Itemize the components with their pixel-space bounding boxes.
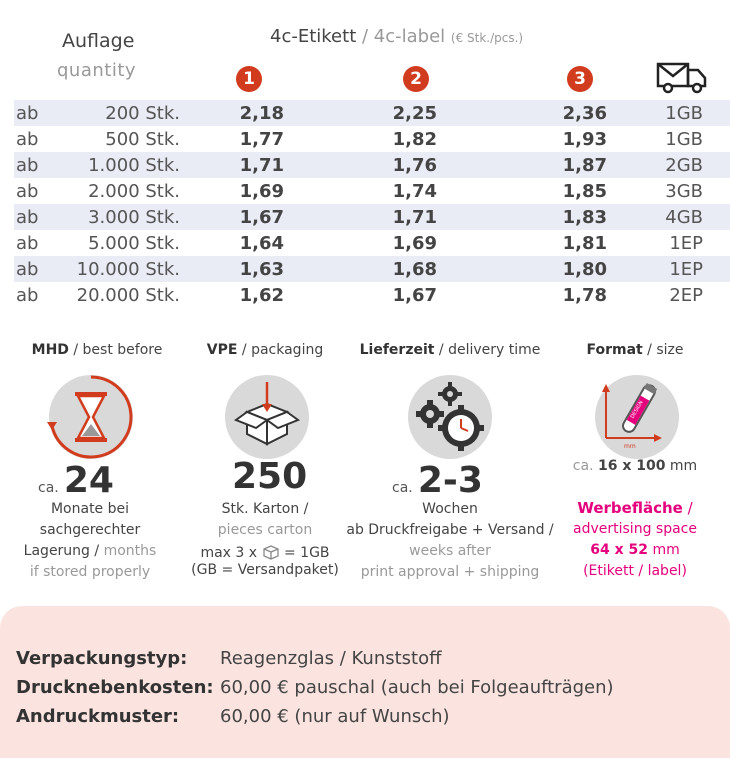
ab-label: ab	[16, 207, 39, 228]
price-2-cell: 1,76	[392, 155, 437, 176]
price-3-cell: 1,78	[562, 285, 607, 306]
variant-badge-2: 2	[403, 66, 429, 92]
price-1-cell: 1,71	[239, 155, 284, 176]
lieferzeit-heading: Lieferzeit / delivery time	[359, 342, 541, 358]
lieferzeit-heading-de: Lieferzeit	[359, 342, 435, 358]
shipping-cell: 4GB	[665, 207, 703, 228]
price-1-cell: 1,67	[239, 207, 284, 228]
product-title	[270, 26, 523, 47]
lieferzeit-line-4: print approval + shipping	[360, 564, 540, 580]
price-1-cell: 1,64	[239, 233, 284, 254]
price-3-cell: 1,93	[562, 129, 607, 150]
advertising-space: Werbefläche / advertising space 64 x 52 mm (Etikett / label)	[555, 498, 715, 582]
lieferzeit-value	[392, 460, 483, 501]
table-row	[14, 100, 730, 126]
shipping-cell: 1EP	[669, 259, 703, 280]
ab-label: ab	[16, 155, 39, 176]
price-3-cell: 1,80	[562, 259, 607, 280]
mhd-line-1: Monate bei	[50, 501, 130, 517]
variant-badge-1: 1	[236, 66, 262, 92]
table-row	[14, 204, 730, 230]
mhd-value	[38, 460, 114, 501]
price-3-cell: 1,83	[562, 207, 607, 228]
mhd-line-3: Lagerung / months	[23, 543, 157, 559]
format-heading-en: size	[656, 342, 684, 358]
extra-costs-label: Drucknebenkosten:	[16, 677, 214, 698]
mhd-line-2: sachgerechter	[39, 522, 141, 538]
quantity-cell: 10.000 Stk.	[76, 259, 180, 280]
price-3-cell: 1,81	[562, 233, 607, 254]
shipping-cell: 1GB	[665, 129, 703, 150]
format-size-value: 16 x 100	[597, 458, 666, 474]
lieferzeit-heading-en: delivery time	[448, 342, 541, 358]
tube-design-text: DESIGN	[629, 399, 645, 420]
mhd-heading: MHD / best before	[31, 342, 163, 358]
shipping-cell: 2EP	[669, 285, 703, 306]
vpe-number: 250	[232, 456, 308, 497]
mhd-number: 24	[63, 460, 114, 501]
price-3-cell: 2,36	[562, 103, 607, 124]
test-tube-icon	[592, 372, 682, 462]
table-row	[14, 178, 730, 204]
mhd-heading-de: MHD	[31, 342, 69, 358]
quantity-header-de: Auflage	[62, 30, 135, 52]
ad-note: (Etikett / label)	[583, 563, 687, 579]
price-2-cell: 1,74	[392, 181, 437, 202]
shipping-cell: 3GB	[665, 181, 703, 202]
extra-costs-value: 60,00 € pauschal (auch bei Folgeaufträgen)	[220, 677, 614, 698]
vpe-line-3-b: = 1GB	[283, 545, 330, 561]
ab-label: ab	[16, 259, 39, 280]
format-size-prefix: ca.	[572, 458, 594, 474]
ad-heading-de: Werbefläche	[577, 499, 683, 517]
ab-label: ab	[16, 285, 39, 306]
quantity-cell: 500 Stk.	[105, 129, 180, 150]
price-2-cell: 1,68	[392, 259, 437, 280]
quantity-cell: 200 Stk.	[105, 103, 180, 124]
mhd-description	[0, 499, 180, 583]
ad-unit: mm	[652, 542, 680, 558]
proof-sample-value: 60,00 € (nur auf Wunsch)	[220, 706, 450, 727]
vpe-description	[180, 499, 350, 579]
lieferzeit-line-3: weeks after	[409, 543, 491, 559]
title-sep: /	[356, 26, 374, 47]
ab-label: ab	[16, 181, 39, 202]
price-3-cell: 1,87	[562, 155, 607, 176]
lieferzeit-ca: ca.	[392, 480, 413, 496]
quantity-header-en: quantity	[57, 60, 137, 81]
quantity-cell: 5.000 Stk.	[88, 233, 180, 254]
table-row	[14, 126, 730, 152]
price-2-cell: 1,82	[392, 129, 437, 150]
vpe-heading-en: packaging	[251, 342, 324, 358]
price-1-cell: 1,77	[239, 129, 284, 150]
proof-sample-label: Andruckmuster:	[16, 706, 180, 727]
vpe-heading: VPE / packaging	[206, 342, 324, 358]
vpe-line-3-a: max 3 x	[200, 545, 258, 561]
mm-label: mm	[624, 443, 636, 450]
quantity-cell: 20.000 Stk.	[76, 285, 180, 306]
table-row	[14, 256, 730, 282]
package-box-icon	[222, 372, 312, 462]
price-1-cell: 1,62	[239, 285, 284, 306]
vpe-line-1: Stk. Karton /	[221, 501, 309, 517]
shipping-cell: 1EP	[669, 233, 703, 254]
delivery-truck-icon	[656, 60, 708, 94]
small-box-icon	[262, 544, 280, 560]
price-2-cell: 1,71	[392, 207, 437, 228]
quantity-cell: 1.000 Stk.	[88, 155, 180, 176]
quantity-cell: 2.000 Stk.	[88, 181, 180, 202]
packaging-type-value: Reagenzglas / Kunststoff	[220, 648, 442, 669]
table-row	[14, 230, 730, 256]
ad-heading-en: advertising space	[573, 521, 697, 537]
price-3-cell: 1,85	[562, 181, 607, 202]
price-1-cell: 1,69	[239, 181, 284, 202]
gears-clock-icon	[405, 372, 495, 462]
lieferzeit-line-2: ab Druckfreigabe + Versand /	[346, 522, 554, 538]
hourglass-icon	[46, 372, 136, 462]
format-size	[560, 456, 710, 477]
mhd-line-3-de: Lagerung	[23, 543, 90, 559]
lieferzeit-description	[345, 499, 555, 583]
quantity-cell: 3.000 Stk.	[88, 207, 180, 228]
mhd-heading-en: best before	[82, 342, 163, 358]
lieferzeit-number: 2-3	[417, 460, 483, 501]
price-1-cell: 1,63	[239, 259, 284, 280]
format-size-unit: mm	[669, 458, 698, 474]
ab-label: ab	[16, 103, 39, 124]
price-2-cell: 2,25	[392, 103, 437, 124]
title-en: 4c-label	[373, 26, 446, 47]
mhd-line-3-en: months	[103, 543, 157, 559]
format-heading: Format / size	[586, 342, 684, 358]
variant-badge-3: 3	[567, 66, 593, 92]
lieferzeit-line-1: Wochen	[422, 501, 478, 517]
mhd-ca: ca.	[38, 480, 59, 496]
shipping-cell: 2GB	[665, 155, 703, 176]
format-heading-de: Format	[586, 342, 643, 358]
table-row	[14, 152, 730, 178]
ad-size: 64 x 52	[590, 542, 648, 558]
mhd-line-4: if stored properly	[29, 564, 151, 580]
title-unit: (€ Stk./pcs.)	[450, 31, 524, 45]
packaging-type-label: Verpackungstyp:	[16, 648, 188, 669]
price-2-cell: 1,67	[392, 285, 437, 306]
ab-label: ab	[16, 129, 39, 150]
price-2-cell: 1,69	[392, 233, 437, 254]
vpe-line-3	[180, 544, 350, 562]
ab-label: ab	[16, 233, 39, 254]
vpe-line-2: pieces carton	[217, 522, 313, 538]
shipping-cell: 1GB	[665, 103, 703, 124]
table-row	[14, 282, 730, 308]
title-de: 4c-Etikett	[270, 26, 357, 47]
vpe-heading-de: VPE	[206, 342, 238, 358]
vpe-line-4: (GB = Versandpaket)	[191, 562, 339, 578]
price-1-cell: 2,18	[239, 103, 284, 124]
